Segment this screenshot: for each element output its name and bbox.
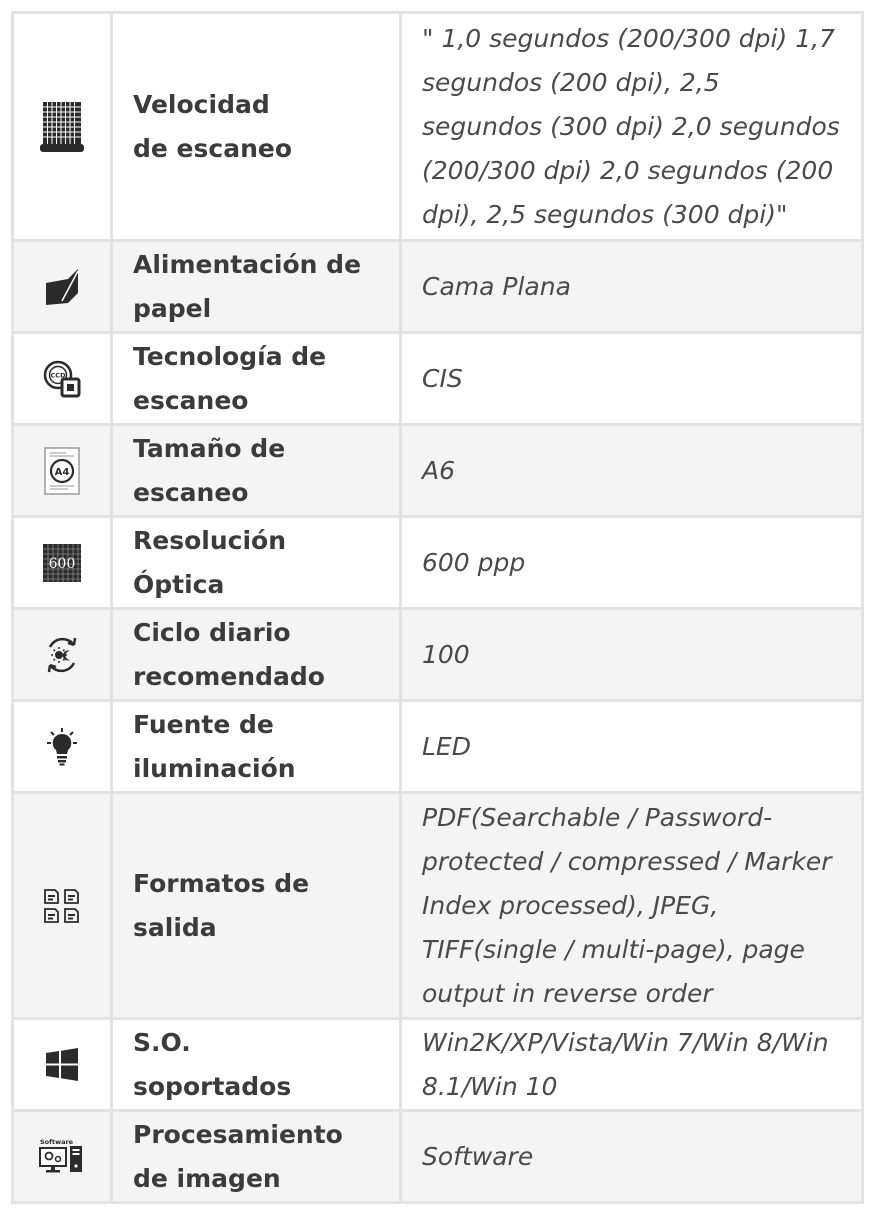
spec-value-text: Win2K/XP/Vista/Win 7/Win 8/Win 8.1/Win 10 [422,1027,829,1101]
daily-cycle-icon [42,635,82,675]
spec-row-paper-feed [13,241,863,333]
spec-value-text: PDF(Searchable / Password-protected / compressed / Marker Index processed), JPEG, TIFF(single / multi-page), page output in reverse order [422,802,832,1008]
spec-icon-cell [13,333,112,425]
spec-label-text: Formatos de salida [133,868,310,942]
spec-value [401,1019,863,1111]
spec-value [401,13,863,241]
spec-value [401,333,863,425]
resolution-600-icon [42,543,82,583]
spec-label [112,13,401,241]
spec-value [401,517,863,609]
spec-icon-cell [13,793,112,1019]
light-bulb-icon [42,727,82,767]
spec-label [112,425,401,517]
scan-speed-icon [39,100,85,154]
spec-value [401,701,863,793]
spec-value [401,1111,863,1203]
spec-label [112,701,401,793]
spec-icon-cell [13,241,112,333]
spec-label [112,333,401,425]
spec-row-scan-technology [13,333,863,425]
spec-label-text: Resolución Óptica [133,525,286,599]
spec-value [401,241,863,333]
spec-label [112,517,401,609]
spec-icon-cell [13,13,112,241]
spec-label [112,793,401,1019]
ccd-sensor-icon [42,359,82,399]
spec-value-text: 100 [422,639,470,669]
spec-value [401,425,863,517]
output-formats-icon [42,886,82,926]
spec-row-output-formats [13,793,863,1019]
resolution-icon-label: 600 [48,555,76,572]
spec-icon-cell [13,1111,112,1203]
spec-row-optical-resolution [13,517,863,609]
spec-value [401,609,863,701]
spec-row-scan-speed [13,13,863,241]
ccd-icon-label: CCD [50,371,66,379]
spec-label [112,609,401,701]
a4-icon-label: A4 [54,466,70,478]
windows-logo-icon [44,1047,80,1083]
spec-row-supported-os [13,1019,863,1111]
spec-row-scan-size [13,425,863,517]
spec-label-text: Fuente de iluminación [133,709,296,783]
a4-document-icon [44,447,80,495]
spec-icon-cell [13,1019,112,1111]
spec-value [401,793,863,1019]
spec-label-text: S.O. soportados [133,1027,292,1101]
spec-label [112,1019,401,1111]
software-icon-label: Software [40,1137,74,1146]
spec-label-text: Procesamiento de imagen [133,1119,343,1193]
software-processing-icon [38,1137,86,1177]
spec-value-text: LED [422,731,471,761]
spec-row-light-source [13,701,863,793]
spec-row-image-processing [13,1111,863,1203]
spec-value-text: " 1,0 segundos (200/300 dpi) 1,7 segundos (200 dpi), 2,5 segundos (300 dpi) 2,0 segundos (200/300 dpi) 2,0 segundos (200 dpi), 2,5 segundos (300 dpi)" [422,23,840,229]
spec-value-text: CIS [422,363,463,393]
spec-label-text: Velocidad de escaneo [133,89,293,163]
spec-label [112,1111,401,1203]
spec-label [112,241,401,333]
spec-label-text: Alimentación de papel [133,249,362,323]
spec-row-daily-cycle [13,609,863,701]
spec-icon-cell [13,701,112,793]
spec-icon-cell [13,609,112,701]
spec-value-text: Software [422,1141,534,1171]
spec-label-text: Tamaño de escaneo [133,433,286,507]
spec-icon-cell [13,425,112,517]
spec-value-text: A6 [422,455,456,485]
spec-icon-cell [13,517,112,609]
paper-feed-icon [42,267,82,307]
spec-table [11,11,864,1204]
spec-value-text: 600 ppp [422,547,526,577]
spec-label-text: Tecnología de escaneo [133,341,327,415]
spec-value-text: Cama Plana [422,271,571,301]
spec-label-text: Ciclo diario recomendado [133,617,325,691]
